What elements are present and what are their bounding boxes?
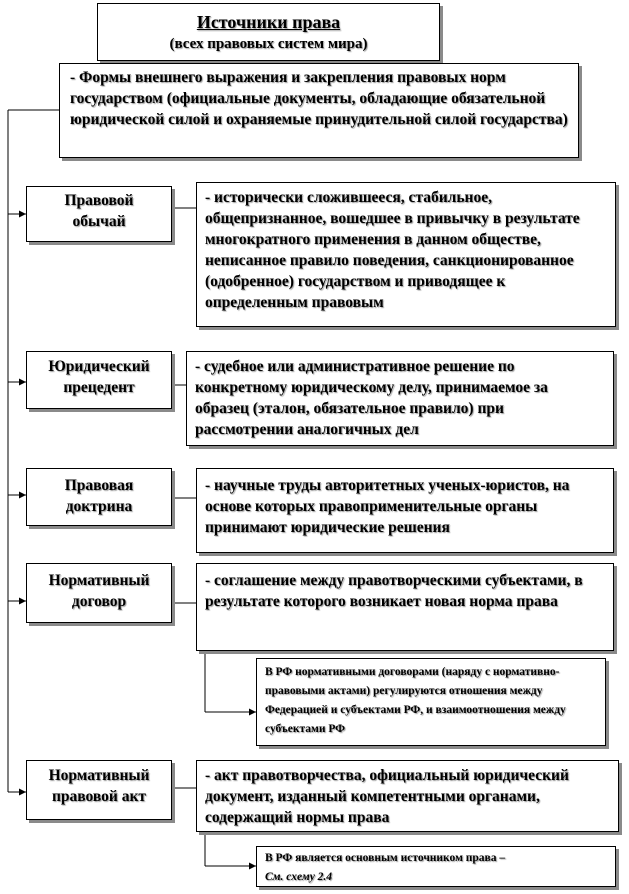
normative-legal-act-note-text: В РФ является основным источником права – — [265, 852, 506, 864]
diagram-subtitle: (всех правовых систем мира) — [169, 36, 368, 52]
normative-contract-note: В РФ нормативными договорами (наряду с нормативно-правовыми актами) регулируются отношения между Федерацией и субъектами РФ, и взаимоотношения между субъектами РФ — [256, 658, 606, 746]
source-description-judicial-precedent: - судебное или административное решение по конкретному юридическому делу, принимаемое за образец (эталон, обязательное правило) при рассмотрении аналогичных дел — [186, 351, 614, 446]
normative-legal-act-note — [256, 846, 616, 887]
source-name-legal-doctrine: Правовая доктрина — [26, 468, 172, 526]
source-description-legal-doctrine: - научные труды авторитетных ученых-юристов, на основе которых правоприменительные органы принимают юридические решения — [196, 468, 614, 553]
source-name-normative-legal-act: Нормативный правовой акт — [26, 760, 172, 820]
source-name-normative-contract: Нормативный договор — [26, 563, 172, 623]
source-description-legal-custom: - исторически сложившееся, стабильное, общепризнанное, вошедшее в привычку в результате многократного применения в данном обществе, неписанное правило поведения, санкционированное (одобренное) государством и приводящее к определенным правовым — [196, 182, 616, 327]
see-scheme-link[interactable]: См. схему 2.4 — [265, 871, 333, 883]
source-name-judicial-precedent: Юридический прецедент — [26, 351, 172, 409]
source-name-legal-custom: Правовой обычай — [26, 186, 172, 242]
source-description-normative-contract: - соглашение между правотворческими субъектами, в результате которого возникает новая норма права — [196, 563, 614, 651]
diagram-title: Источники права — [196, 12, 341, 32]
definition-box: - Формы внешнего выражения и закрепления правовых норм государством (официальные документы, обладающие обязательной юридической силой и охраняемые принудительной силой государства) — [59, 63, 579, 158]
source-description-normative-legal-act: - акт правотворчества, официальный юридический документ, изданный компетентными органами, содержащий нормы права — [196, 760, 619, 832]
title-box — [97, 3, 440, 61]
